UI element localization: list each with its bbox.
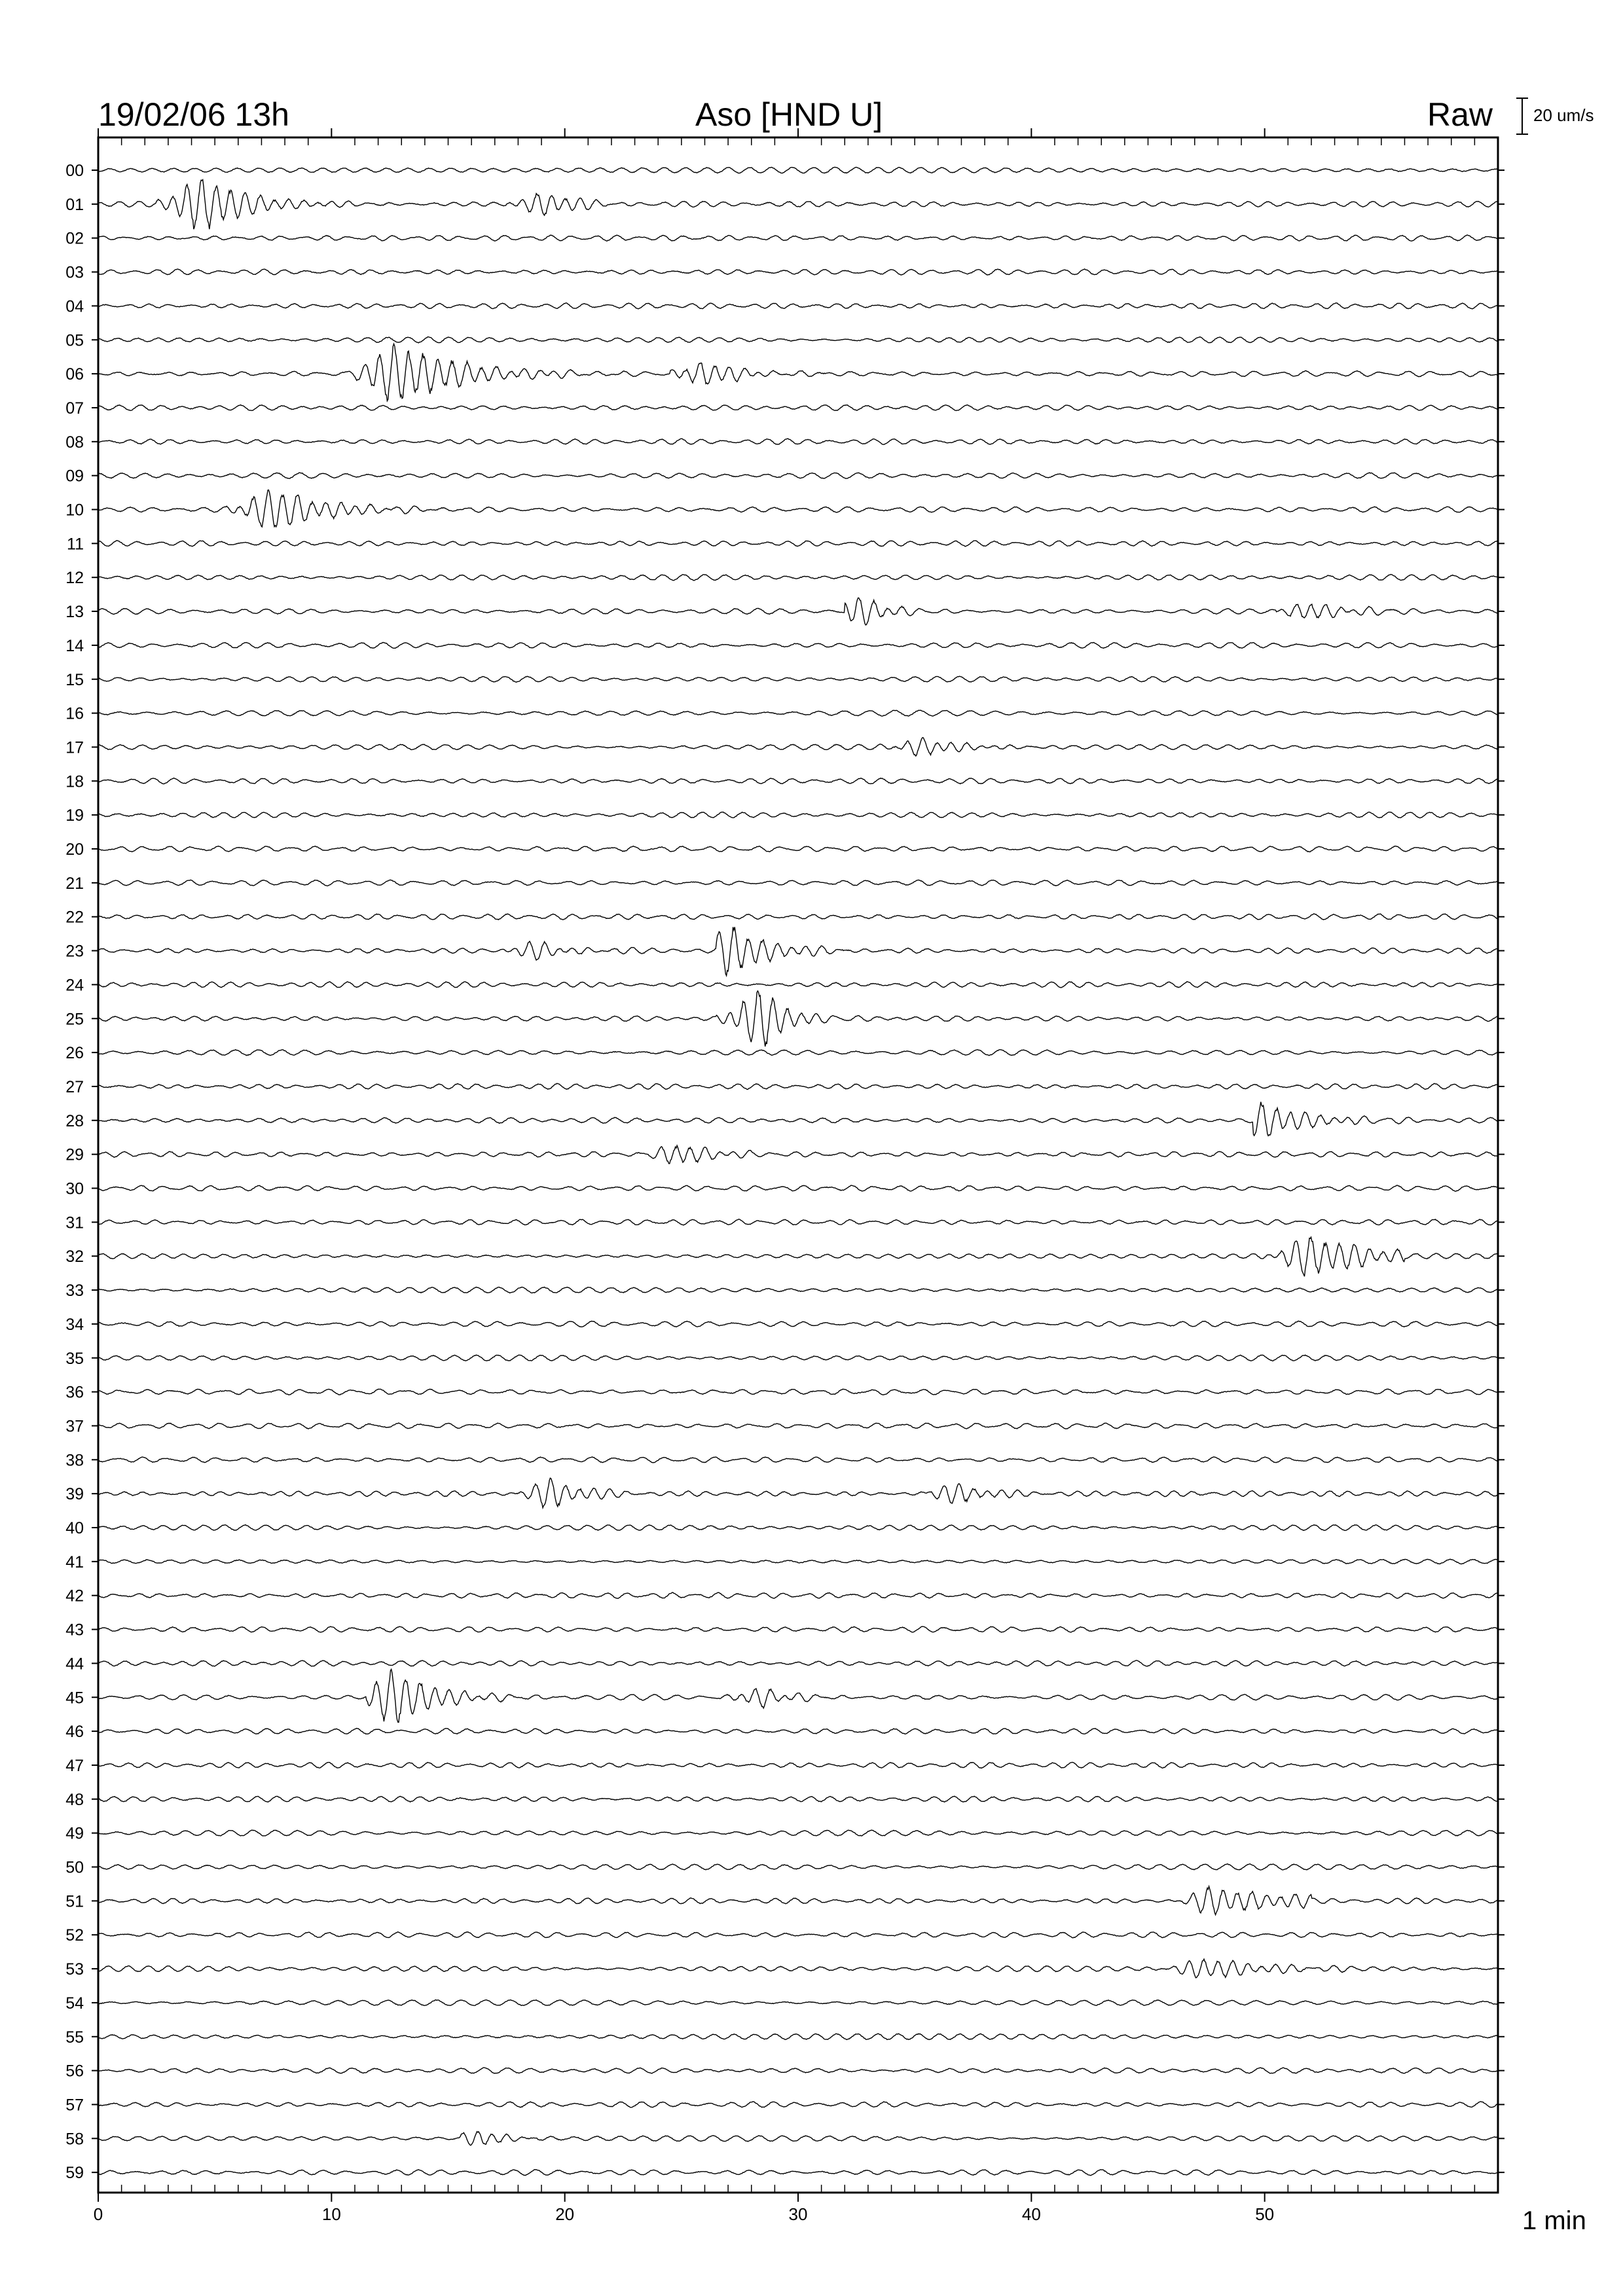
trace-line (98, 1102, 1498, 1136)
row-label: 22 (65, 908, 84, 927)
row-label: 53 (65, 1960, 84, 1979)
row-label: 47 (65, 1756, 84, 1775)
row-label: 24 (65, 976, 84, 995)
x-tick-label: 0 (93, 2204, 103, 2224)
row-label: 54 (65, 1994, 84, 2013)
trace-line (98, 167, 1498, 173)
row-label: 13 (65, 603, 84, 622)
row-label: 59 (65, 2164, 84, 2183)
trace-line (98, 344, 1498, 401)
trace-line (98, 1050, 1498, 1056)
trace-line (98, 180, 1498, 230)
trace-line (98, 1669, 1498, 1722)
row-label: 15 (65, 670, 84, 689)
row-label: 28 (65, 1111, 84, 1130)
row-label: 42 (65, 1587, 84, 1605)
row-label: 02 (65, 229, 84, 248)
x-unit-label: 1 min (1522, 2206, 1586, 2235)
trace-line (98, 1525, 1498, 1531)
row-label: 06 (65, 365, 84, 384)
row-label: 16 (65, 704, 84, 723)
trace-line (98, 1185, 1498, 1191)
row-label: 35 (65, 1349, 84, 1368)
row-label: 23 (65, 942, 84, 961)
trace-line (98, 914, 1498, 920)
trace-line (98, 473, 1498, 478)
row-label: 07 (65, 399, 84, 418)
trace-line (98, 490, 1498, 527)
trace-line (98, 1886, 1498, 1915)
trace-line (98, 1423, 1498, 1429)
row-label: 43 (65, 1621, 84, 1640)
row-label: 29 (65, 1145, 84, 1164)
row-label: 37 (65, 1417, 84, 1436)
row-label: 00 (65, 162, 84, 180)
trace-line (98, 1763, 1498, 1768)
trace-line (98, 598, 1498, 625)
trace-line (98, 1219, 1498, 1225)
trace-line (98, 1626, 1498, 1632)
row-label: 39 (65, 1485, 84, 1504)
trace-line (98, 1321, 1498, 1327)
trace-line (98, 2000, 1498, 2006)
x-tick-label: 50 (1255, 2204, 1275, 2224)
row-label: 34 (65, 1315, 84, 1334)
row-label: 18 (65, 772, 84, 791)
row-label: 44 (65, 1655, 84, 1674)
minor-ticks (122, 137, 1475, 2193)
trace-line (98, 738, 1498, 756)
row-label: 20 (65, 840, 84, 859)
row-label: 17 (65, 738, 84, 757)
row-label: 09 (65, 467, 84, 486)
row-label: 36 (65, 1383, 84, 1402)
trace-group (92, 167, 1504, 2175)
x-tick-label: 40 (1021, 2204, 1041, 2224)
row-label: 03 (65, 263, 84, 282)
trace-line (98, 541, 1498, 547)
row-label: 32 (65, 1247, 84, 1266)
trace-line (98, 927, 1498, 975)
row-label-group (65, 162, 84, 2182)
row-label: 04 (65, 297, 84, 316)
trace-line (98, 846, 1498, 852)
trace-line (98, 1355, 1498, 1361)
trace-line (98, 982, 1498, 988)
row-label: 58 (65, 2130, 84, 2149)
trace-line (98, 337, 1498, 343)
trace-line (98, 1457, 1498, 1463)
station-title: Aso [HND U] (695, 96, 883, 133)
row-label: 51 (65, 1892, 84, 1911)
row-label: 10 (65, 501, 84, 520)
trace-line (98, 1796, 1498, 1802)
trace-line (98, 710, 1498, 716)
row-label: 50 (65, 1858, 84, 1877)
row-label: 05 (65, 331, 84, 350)
row-label: 45 (65, 1689, 84, 1708)
row-label: 01 (65, 195, 84, 214)
date-hour-label: 19/02/06 13h (98, 96, 289, 133)
trace-line (98, 575, 1498, 581)
row-label: 11 (67, 535, 84, 554)
row-label: 12 (65, 569, 84, 588)
x-tick-label: 20 (555, 2204, 575, 2224)
trace-line (98, 405, 1498, 411)
row-label: 27 (65, 1077, 84, 1096)
row-label: 49 (65, 1824, 84, 1843)
row-label: 55 (65, 2028, 84, 2047)
trace-line (98, 1592, 1498, 1598)
row-label: 48 (65, 1790, 84, 1809)
row-label: 08 (65, 433, 84, 452)
trace-line (98, 1959, 1498, 1978)
trace-line (98, 2068, 1498, 2073)
trace-line (98, 642, 1498, 648)
trace-line (98, 1729, 1498, 1734)
row-label: 31 (65, 1213, 84, 1232)
trace-line (98, 2102, 1498, 2108)
x-tick-label: 30 (788, 2204, 808, 2224)
trace-line (98, 1864, 1498, 1870)
mode-label: Raw (1427, 96, 1493, 133)
row-label: 52 (65, 1926, 84, 1945)
trace-line (98, 778, 1498, 784)
row-label: 56 (65, 2062, 84, 2081)
trace-line (98, 1287, 1498, 1293)
trace-line (98, 1660, 1498, 1666)
row-label: 14 (65, 636, 84, 655)
row-label: 46 (65, 1723, 84, 1742)
row-label: 57 (65, 2096, 84, 2115)
trace-line (98, 269, 1498, 275)
trace-line (98, 439, 1498, 444)
row-label: 25 (65, 1010, 84, 1029)
trace-line (98, 812, 1498, 818)
trace-line (98, 303, 1498, 309)
amplitude-scale-label: 20 um/s (1533, 105, 1594, 125)
trace-line (98, 1478, 1498, 1507)
row-label: 38 (65, 1451, 84, 1470)
trace-line (98, 991, 1498, 1047)
trace-line (98, 2034, 1498, 2039)
trace-line (98, 1559, 1498, 1564)
trace-line (98, 1389, 1498, 1395)
trace-line (98, 880, 1498, 886)
trace-line (98, 1932, 1498, 1938)
plot-frame (98, 137, 1498, 2193)
row-label: 19 (65, 806, 84, 825)
row-label: 33 (65, 1282, 84, 1300)
trace-line (98, 1830, 1498, 1836)
trace-line (98, 2170, 1498, 2176)
trace-line (98, 235, 1498, 241)
trace-line (98, 676, 1498, 682)
trace-line (98, 1083, 1498, 1089)
row-label: 41 (65, 1552, 84, 1571)
trace-line (98, 2132, 1498, 2145)
row-label: 40 (65, 1519, 84, 1537)
x-tick-label: 10 (321, 2204, 341, 2224)
trace-line (98, 1145, 1498, 1164)
trace-line (98, 1237, 1498, 1276)
row-label: 26 (65, 1044, 84, 1063)
row-label: 30 (65, 1179, 84, 1198)
row-label: 21 (65, 874, 84, 893)
